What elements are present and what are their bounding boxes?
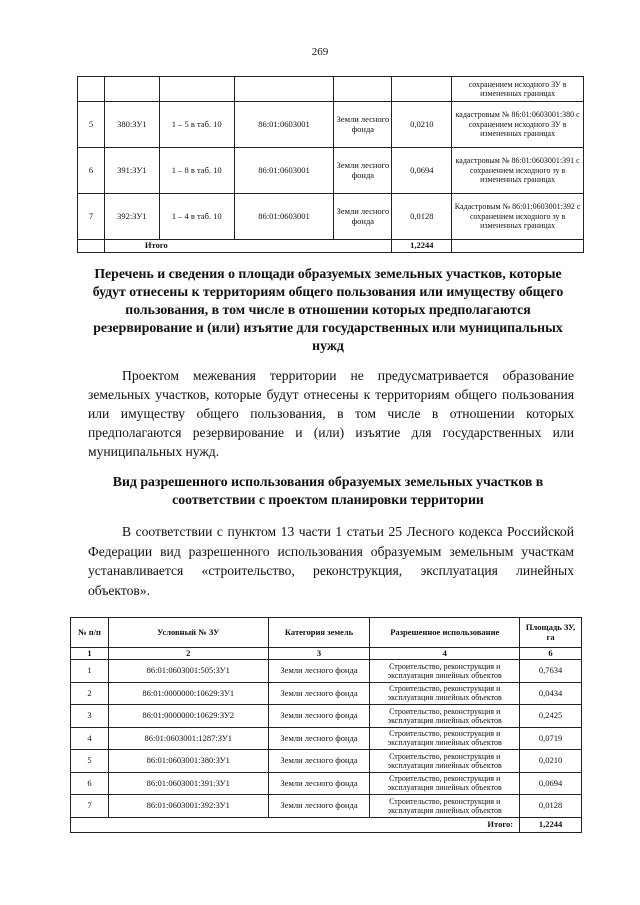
land-category: Земли лесного фонда [268,795,370,818]
header-row [71,618,582,648]
header-area: Площадь ЗУ, га [520,618,582,648]
area-value: 0,7634 [520,660,582,683]
table-reference: 1 – 4 в таб. 10 [159,194,234,240]
note-cell: Кадастровым № 86:01:0603001:392 с сохранением исходного зу в измененных границах [452,194,584,240]
total-row [71,817,582,832]
zu-id: 86:01:0603001:391:ЗУ1 [108,772,268,795]
table-row [71,750,582,773]
col-number: 4 [370,648,520,660]
note-cell: кадастровым № 86:01:0603001:380 с сохранением исходного ЗУ в измененных границах [452,102,584,148]
paragraph-public-use: Проектом межевания территории не предусматривается образование земельных участков, которые будут отнесены к территориям общего пользования или имуществу общего пользования, в том числе в отношении которых предполагаются резервирование и (или) изъятие для государственных или муниципальных нужд. [88,368,574,459]
section-heading-permitted-use: Вид разрешенного использования образуемых земельных участков в соответствии с проектом планировки территории [112,474,544,507]
row-number: 6 [78,148,105,194]
cadastral-quarter: 86:01:0603001 [234,148,334,194]
permitted-use: Строительство, реконструкция и эксплуатация линейных объектов [370,772,520,795]
row-number: 3 [71,705,109,728]
col-number: 3 [268,648,370,660]
row-number: 4 [71,727,109,750]
table-row [78,102,584,148]
col-number: 2 [108,648,268,660]
row-number: 5 [71,750,109,773]
total-row [78,240,584,253]
zu-id: 86:01:0000000:10629:ЗУ2 [108,705,268,728]
total-value: 1,2244 [520,817,582,832]
table-row [78,77,584,102]
zu-id: 86:01:0603001:1287:ЗУ1 [108,727,268,750]
table-reference: 1 – 5 в таб. 10 [159,102,234,148]
page-number: 269 [311,46,329,58]
note-cell: сохранением исходного ЗУ в измененных границах [452,77,584,102]
land-category: Земли лесного фонда [268,682,370,705]
zu-id: 86:01:0603001:392:ЗУ1 [108,795,268,818]
col-number: 1 [71,648,109,660]
row-number: 2 [71,682,109,705]
table-row [78,194,584,240]
total-label: Итого: [71,817,520,832]
area-value: 0,0694 [520,772,582,795]
total-value: 1,2244 [392,240,452,253]
permitted-use-table [70,617,582,833]
header-number: № п/п [71,618,109,648]
table-row [71,772,582,795]
paragraph-permitted-use: В соответствии с пунктом 13 части 1 статьи 25 Лесного кодекса Российской Федерации вид разрешенного использования образуемым земельным участкам устанавливается «строительство, реконструкция, эксплуатация линейных объектов». [88,524,574,598]
table-row [71,727,582,750]
zu-id: 86:01:0603001:505:ЗУ1 [108,660,268,683]
header-zu: Условный № ЗУ [108,618,268,648]
column-numbers-row [71,648,582,660]
permitted-use: Строительство, реконструкция и эксплуатация линейных объектов [370,727,520,750]
zu-id: 86:01:0603001:380:ЗУ1 [108,750,268,773]
col-number: 6 [520,648,582,660]
permitted-use: Строительство, реконструкция и эксплуатация линейных объектов [370,705,520,728]
section-heading-public-use: Перечень и сведения о площади образуемых земельных участков, которые будут отнесены к территориям общего пользования или имуществу общего пользования, в том числе в отношении которых предполагаются резервирование и (или) изъятие для государственных или муниципальных нужд [92,266,564,353]
row-number: 5 [78,102,105,148]
zu-id: 380:ЗУ1 [104,102,159,148]
area-value: 0,0694 [392,148,452,194]
permitted-use: Строительство, реконструкция и эксплуатация линейных объектов [370,660,520,683]
area-value: 0,0434 [520,682,582,705]
land-category: Земли лесного фонда [268,660,370,683]
table-row [71,660,582,683]
land-category: Земли лесного фонда [268,727,370,750]
table-row [71,705,582,728]
land-category: Земли лесного фонда [334,148,392,194]
zu-id: 392:ЗУ1 [104,194,159,240]
land-category: Земли лесного фонда [268,750,370,773]
area-value: 0,0128 [392,194,452,240]
land-category: Земли лесного фонда [268,772,370,795]
table-reference: 1 – 8 в таб. 10 [159,148,234,194]
land-category: Земли лесного фонда [334,102,392,148]
continuation-table [77,76,584,253]
permitted-use: Строительство, реконструкция и эксплуатация линейных объектов [370,682,520,705]
zu-id: 391:ЗУ1 [104,148,159,194]
land-category: Земли лесного фонда [334,194,392,240]
area-value: 0,0210 [392,102,452,148]
header-category: Категория земель [268,618,370,648]
row-number: 7 [71,795,109,818]
table-row [78,148,584,194]
row-number: 7 [78,194,105,240]
area-value: 0,0128 [520,795,582,818]
area-value: 0,0719 [520,727,582,750]
row-number: 1 [71,660,109,683]
area-value: 0,2425 [520,705,582,728]
zu-id: 86:01:0000000:10629:ЗУ1 [108,682,268,705]
total-label: Итого [104,240,391,253]
area-value: 0,0210 [520,750,582,773]
cadastral-quarter: 86:01:0603001 [234,102,334,148]
note-cell: кадастровым № 86:01:0603001:391 с сохранением исходного зу в измененных границах [452,148,584,194]
row-number: 6 [71,772,109,795]
cadastral-quarter: 86:01:0603001 [234,194,334,240]
header-use: Разрешенное использование [370,618,520,648]
table-row [71,795,582,818]
permitted-use: Строительство, реконструкция и эксплуатация линейных объектов [370,795,520,818]
land-category: Земли лесного фонда [268,705,370,728]
permitted-use: Строительство, реконструкция и эксплуатация линейных объектов [370,750,520,773]
table-row [71,682,582,705]
